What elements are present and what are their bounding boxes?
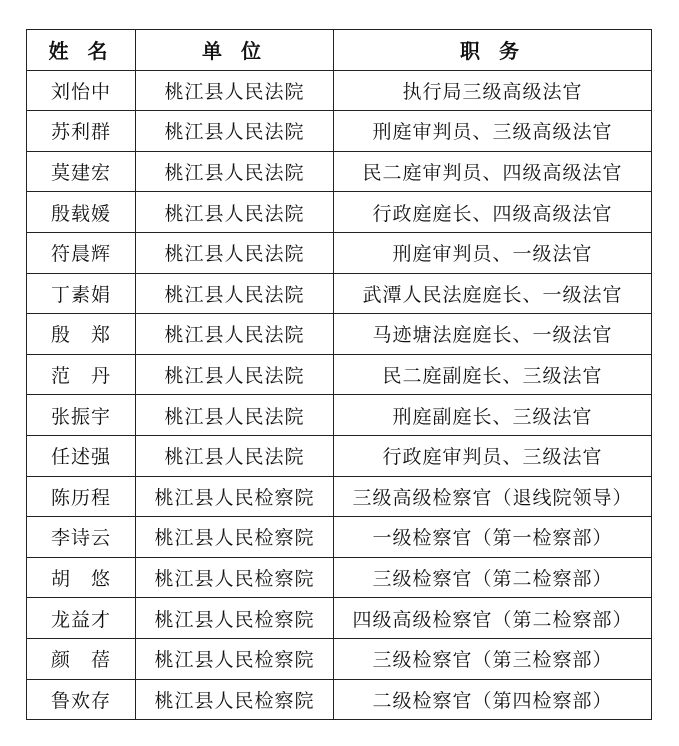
table-row (27, 192, 652, 233)
cell-position: 四级高级检察官（第二检察部） (334, 598, 652, 639)
personnel-table (26, 29, 652, 720)
header-name: 姓 名 (27, 30, 136, 71)
table-row (27, 314, 652, 355)
cell-name: 胡 悠 (27, 557, 136, 598)
cell-unit: 桃江县人民法院 (136, 232, 334, 273)
cell-position: 二级检察官（第四检察部） (334, 679, 652, 720)
cell-name: 范 丹 (27, 354, 136, 395)
cell-position: 民二庭审判员、四级高级法官 (334, 151, 652, 192)
cell-position: 执行局三级高级法官 (334, 70, 652, 111)
cell-position: 一级检察官（第一检察部） (334, 517, 652, 558)
cell-position: 刑庭审判员、三级高级法官 (334, 111, 652, 152)
table-row (27, 679, 652, 720)
cell-position: 马迹塘法庭庭长、一级法官 (334, 314, 652, 355)
cell-unit: 桃江县人民法院 (136, 151, 334, 192)
cell-unit: 桃江县人民检察院 (136, 476, 334, 517)
cell-unit: 桃江县人民法院 (136, 314, 334, 355)
cell-name: 殷 郑 (27, 314, 136, 355)
cell-unit: 桃江县人民法院 (136, 395, 334, 436)
cell-name: 符晨辉 (27, 232, 136, 273)
cell-name: 任述强 (27, 435, 136, 476)
table-row (27, 435, 652, 476)
cell-name: 龙益才 (27, 598, 136, 639)
cell-unit: 桃江县人民检察院 (136, 598, 334, 639)
table-body (27, 70, 652, 720)
cell-position: 刑庭副庭长、三级法官 (334, 395, 652, 436)
cell-position: 三级高级检察官（退线院领导） (334, 476, 652, 517)
table-row (27, 111, 652, 152)
table-row (27, 151, 652, 192)
cell-position: 三级检察官（第三检察部） (334, 638, 652, 679)
cell-position: 三级检察官（第二检察部） (334, 557, 652, 598)
table-row (27, 557, 652, 598)
cell-unit: 桃江县人民法院 (136, 192, 334, 233)
table-header-row (27, 30, 652, 71)
cell-unit: 桃江县人民检察院 (136, 517, 334, 558)
cell-unit: 桃江县人民法院 (136, 435, 334, 476)
table-row (27, 598, 652, 639)
table-row (27, 273, 652, 314)
cell-position: 刑庭审判员、一级法官 (334, 232, 652, 273)
table-row (27, 638, 652, 679)
cell-name: 张振宇 (27, 395, 136, 436)
table-row (27, 70, 652, 111)
header-position: 职 务 (334, 30, 652, 71)
cell-position: 行政庭庭长、四级高级法官 (334, 192, 652, 233)
table-row (27, 517, 652, 558)
cell-unit: 桃江县人民检察院 (136, 679, 334, 720)
cell-name: 陈历程 (27, 476, 136, 517)
cell-name: 丁素娟 (27, 273, 136, 314)
cell-name: 刘怡中 (27, 70, 136, 111)
cell-name: 颜 蓓 (27, 638, 136, 679)
header-unit: 单 位 (136, 30, 334, 71)
cell-position: 武潭人民法庭庭长、一级法官 (334, 273, 652, 314)
cell-unit: 桃江县人民检察院 (136, 557, 334, 598)
table-row (27, 476, 652, 517)
cell-position: 行政庭审判员、三级法官 (334, 435, 652, 476)
cell-unit: 桃江县人民法院 (136, 354, 334, 395)
cell-unit: 桃江县人民法院 (136, 70, 334, 111)
cell-name: 莫建宏 (27, 151, 136, 192)
cell-name: 李诗云 (27, 517, 136, 558)
cell-unit: 桃江县人民法院 (136, 273, 334, 314)
cell-name: 殷载媛 (27, 192, 136, 233)
cell-unit: 桃江县人民检察院 (136, 638, 334, 679)
cell-unit: 桃江县人民法院 (136, 111, 334, 152)
cell-position: 民二庭副庭长、三级法官 (334, 354, 652, 395)
table-row (27, 354, 652, 395)
cell-name: 鲁欢存 (27, 679, 136, 720)
table-row (27, 395, 652, 436)
table-row (27, 232, 652, 273)
cell-name: 苏利群 (27, 111, 136, 152)
